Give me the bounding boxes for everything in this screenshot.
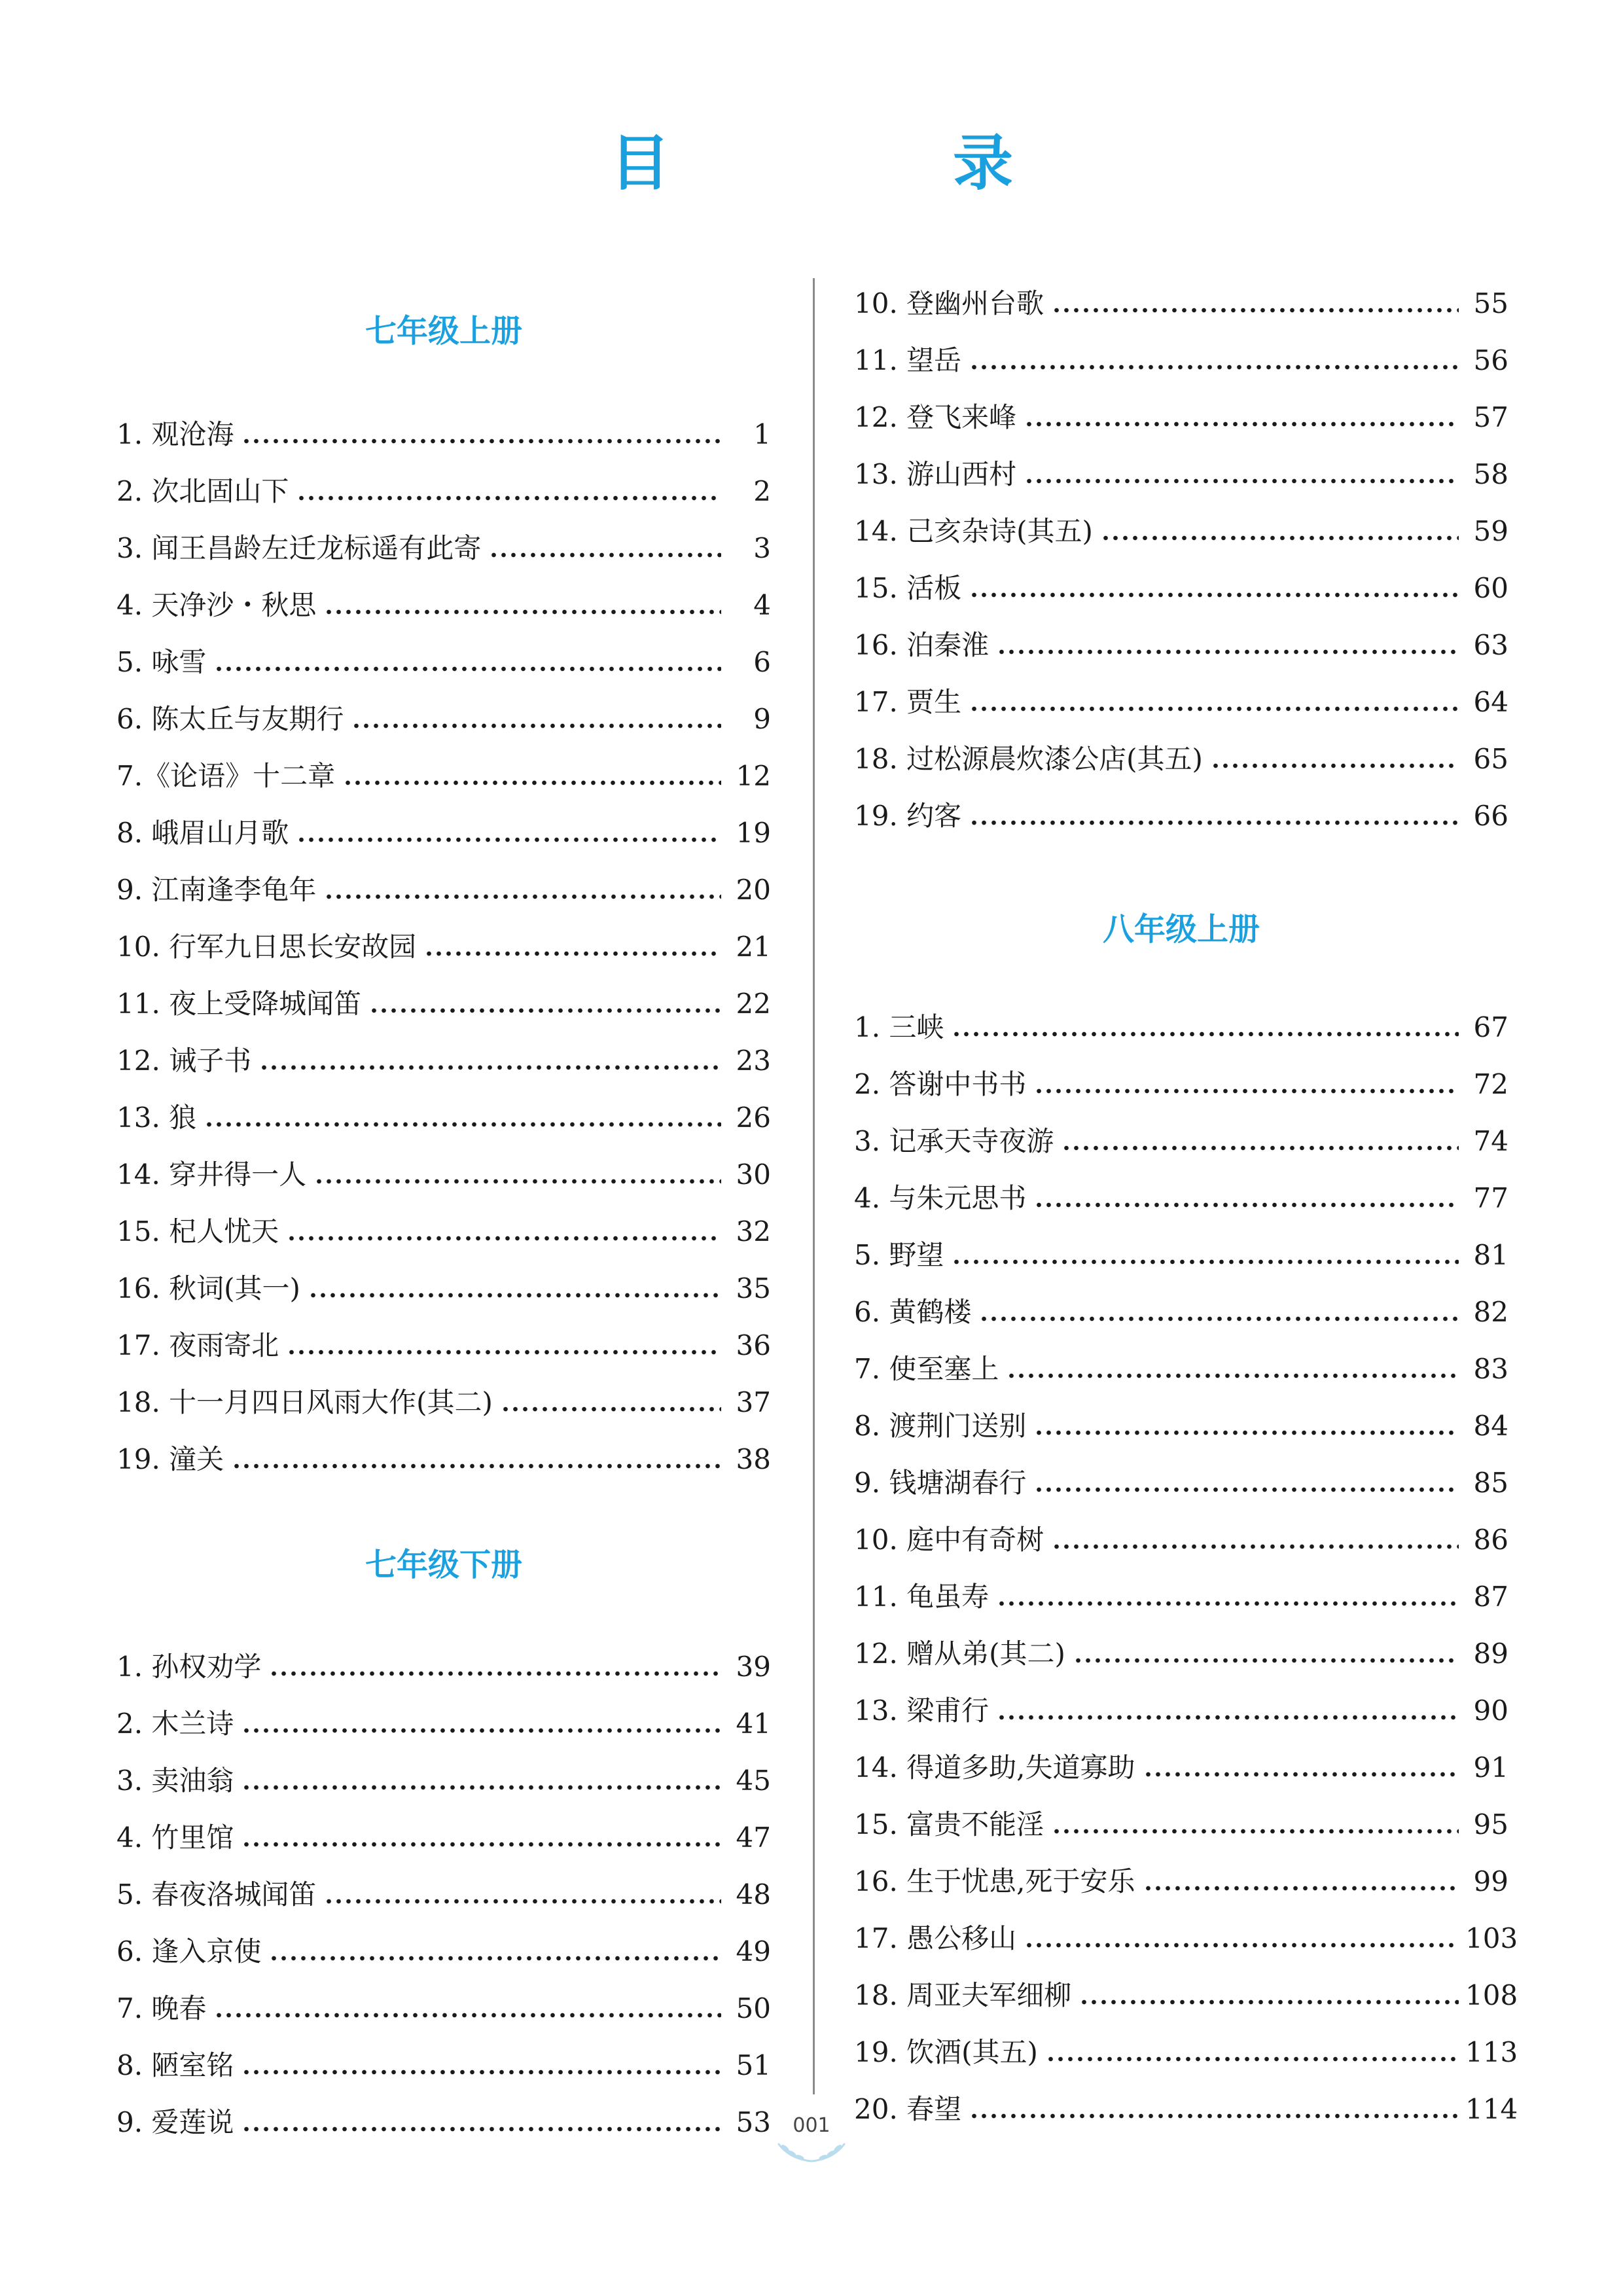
toc-entry-title: 13. 梁甫行	[854, 1695, 990, 1727]
dot-leader	[1034, 1088, 1459, 1094]
dot-leader	[308, 1293, 721, 1298]
dot-leader	[269, 1671, 721, 1676]
toc-entry-title: 18. 过松源晨炊漆公店(其五)	[854, 743, 1203, 775]
toc-entry[interactable]	[116, 1079, 771, 1136]
dot-leader	[1052, 1544, 1459, 1549]
toc-entry-title: 15. 富贵不能淫	[854, 1808, 1044, 1840]
toc-entry-page: 56	[1473, 344, 1508, 376]
toc-entry[interactable]	[854, 493, 1508, 550]
toc-entry-page: 38	[736, 1443, 771, 1475]
toc-column-right	[854, 265, 1518, 2128]
toc-entry-page: 22	[736, 988, 771, 1020]
page-number: 001	[793, 2114, 830, 2137]
toc-entry-title: 20. 春望	[854, 2093, 962, 2125]
toc-entry-title: 4. 天净沙・秋思	[116, 589, 317, 621]
dot-leader	[952, 1259, 1459, 1265]
toc-entry-title: 18. 十一月四日风雨大作(其二)	[116, 1386, 493, 1418]
dot-leader	[952, 1031, 1459, 1037]
dot-leader	[296, 837, 721, 842]
toc-entry-title: 14. 得道多助,失道寡助	[854, 1751, 1135, 1784]
dot-leader	[997, 1715, 1459, 1720]
toc-entry-title: 17. 贾生	[854, 686, 962, 718]
toc-entry-page: 89	[1473, 1638, 1508, 1670]
toc-entry-page: 86	[1473, 1524, 1508, 1556]
toc-entry-page: 63	[1473, 629, 1508, 661]
toc-entry-title: 10. 登幽州台歌	[854, 287, 1044, 319]
toc-entry-page: 23	[736, 1045, 771, 1077]
toc-entry-title: 1. 观沧海	[116, 418, 234, 450]
toc-entry-title: 3. 闻王昌龄左迁龙标遥有此寄	[116, 532, 482, 564]
dot-leader	[369, 1008, 721, 1013]
toc-entry[interactable]	[116, 1022, 771, 1079]
toc-entry-page: 50	[736, 1992, 771, 2024]
toc-entry-page: 103	[1465, 1922, 1518, 1954]
toc-entry-page: 3	[753, 532, 771, 564]
toc-entry-page: 19	[736, 817, 771, 849]
toc-entry[interactable]	[854, 989, 1508, 1046]
toc-entry-page: 81	[1473, 1239, 1508, 1271]
toc-entry-page: 6	[753, 646, 771, 678]
toc-entry-page: 48	[736, 1878, 771, 1910]
toc-entry[interactable]	[116, 1307, 771, 1364]
dot-leader	[241, 2126, 721, 2132]
toc-entry[interactable]	[854, 1046, 1508, 1103]
toc-entry-title: 4. 竹里馆	[116, 1821, 234, 1854]
toc-entry-page: 30	[736, 1158, 771, 1191]
toc-entry-page: 21	[736, 931, 771, 963]
dot-leader	[1024, 478, 1459, 484]
dot-leader	[1024, 422, 1459, 427]
toc-entry[interactable]	[116, 1685, 771, 1742]
toc-entry-page: 67	[1473, 1011, 1508, 1043]
dot-leader	[1034, 1202, 1459, 1208]
dot-leader	[343, 780, 721, 785]
toc-entry-title: 19. 约客	[854, 800, 962, 832]
dot-leader	[214, 666, 721, 672]
dot-leader	[351, 723, 721, 728]
toc-entry-title: 17. 愚公移山	[854, 1922, 1017, 1954]
toc-entry-title: 11. 夜上受降城闻笛	[116, 988, 362, 1020]
toc-entry-page: 57	[1473, 401, 1508, 433]
toc-entry-title: 2. 次北固山下	[116, 475, 289, 507]
toc-entry-title: 12. 登飞来峰	[854, 401, 1017, 433]
toc-entry[interactable]	[854, 1217, 1508, 1274]
dot-leader	[969, 2113, 1459, 2119]
toc-entry-title: 4. 与朱元思书	[854, 1182, 1027, 1214]
toc-entry-title: 11. 龟虽寿	[854, 1581, 990, 1613]
toc-entry-page: 74	[1473, 1125, 1508, 1157]
toc-entry[interactable]	[116, 1742, 771, 1799]
dot-leader	[969, 365, 1459, 370]
toc-entry[interactable]	[854, 265, 1508, 322]
toc-entry-page: 35	[736, 1272, 771, 1304]
dot-leader	[204, 1122, 721, 1127]
toc-entry-title: 8. 陋室铭	[116, 2049, 234, 2081]
toc-entry-title: 1. 三峡	[854, 1011, 944, 1043]
dot-leader	[1073, 1658, 1459, 1663]
toc-entry-title: 15. 活板	[854, 572, 962, 604]
dot-leader	[1007, 1373, 1459, 1378]
dot-leader	[501, 1407, 721, 1412]
toc-entry[interactable]	[854, 1160, 1508, 1217]
page-footer	[746, 2113, 877, 2172]
column-divider	[813, 278, 815, 2094]
toc-entry[interactable]	[116, 681, 771, 738]
toc-entry-title: 9. 江南逢李龟年	[116, 874, 317, 906]
toc-entry[interactable]	[116, 1250, 771, 1307]
dot-leader	[214, 2013, 721, 2018]
dot-leader	[1211, 763, 1459, 768]
dot-leader	[1046, 2056, 1459, 2062]
dot-leader	[424, 951, 721, 956]
toc-entry-title: 19. 饮酒(其五)	[854, 2036, 1038, 2068]
toc-entry[interactable]	[854, 1274, 1508, 1331]
toc-entry-title: 6. 黄鹤楼	[854, 1296, 972, 1328]
toc-entry-page: 113	[1465, 2036, 1518, 2068]
dot-leader	[969, 820, 1459, 825]
toc-entry[interactable]	[116, 2027, 771, 2084]
section-heading: 七年级上册	[365, 313, 522, 350]
toc-entry-title: 15. 杞人忧天	[116, 1215, 279, 1247]
toc-entry-title: 2. 答谢中书书	[854, 1068, 1027, 1100]
dot-leader	[241, 1785, 721, 1790]
toc-entry-title: 12. 诫子书	[116, 1045, 252, 1077]
dot-leader	[241, 1728, 721, 1733]
toc-entry[interactable]	[854, 607, 1508, 664]
toc-entry[interactable]	[854, 550, 1508, 607]
page-title: 目 录	[609, 128, 1145, 198]
dot-leader	[997, 649, 1459, 655]
toc-entry-page: 87	[1473, 1581, 1508, 1613]
dot-leader	[1034, 1487, 1459, 1492]
toc-entry[interactable]	[854, 1501, 1508, 1558]
toc-entry-title: 16. 秋词(其一)	[116, 1272, 300, 1304]
dot-leader	[969, 706, 1459, 711]
dot-leader	[1101, 535, 1459, 541]
toc-entry-title: 1. 孙权劝学	[116, 1651, 262, 1683]
toc-entry-title: 16. 生于忧患,死于安乐	[854, 1865, 1135, 1897]
toc-entry-page: 108	[1465, 1979, 1518, 2011]
toc-entry-page: 83	[1473, 1353, 1508, 1385]
toc-entry-title: 13. 游山西村	[854, 458, 1017, 490]
toc-entry-page: 55	[1473, 287, 1508, 319]
dot-leader	[997, 1601, 1459, 1606]
dot-leader	[1034, 1430, 1459, 1435]
toc-entry[interactable]	[116, 567, 771, 624]
toc-entry[interactable]	[854, 1843, 1508, 1900]
toc-entry-page: 77	[1473, 1182, 1508, 1214]
toc-entry-page: 20	[736, 874, 771, 906]
toc-entry-page: 39	[736, 1651, 771, 1683]
toc-entry-title: 14. 穿井得一人	[116, 1158, 307, 1191]
dot-leader	[1052, 308, 1459, 313]
toc-entry[interactable]	[116, 1136, 771, 1193]
toc-entry-title: 6. 逢入京使	[116, 1935, 262, 1967]
dot-leader	[979, 1316, 1459, 1321]
toc-entry[interactable]	[854, 2071, 1518, 2128]
toc-entry-page: 82	[1473, 1296, 1508, 1328]
toc-entry-page: 47	[736, 1821, 771, 1854]
dot-leader	[241, 2070, 721, 2075]
toc-entry[interactable]	[854, 1558, 1508, 1615]
toc-entry[interactable]	[116, 1799, 771, 1856]
toc-entry-page: 90	[1473, 1695, 1508, 1727]
toc-entry-title: 7.《论语》十二章	[116, 760, 336, 792]
toc-entry-page: 58	[1473, 458, 1508, 490]
toc-column-left	[116, 265, 771, 2141]
dot-leader	[241, 439, 721, 444]
toc-entry-title: 5. 野望	[854, 1239, 944, 1271]
dot-leader	[1061, 1145, 1459, 1151]
toc-entry-page: 66	[1473, 800, 1508, 832]
toc-entry[interactable]	[854, 1672, 1508, 1729]
toc-entry-page: 49	[736, 1935, 771, 1967]
toc-entry-page: 59	[1473, 515, 1508, 547]
toc-entry[interactable]	[116, 2084, 771, 2141]
toc-entry-title: 2. 木兰诗	[116, 1708, 234, 1740]
toc-entry-title: 3. 卖油翁	[116, 1765, 234, 1797]
toc-entry[interactable]	[116, 1193, 771, 1250]
toc-entry[interactable]	[854, 1957, 1518, 2014]
toc-entry-page: 26	[736, 1102, 771, 1134]
toc-entry-page: 45	[736, 1765, 771, 1797]
toc-entry[interactable]	[854, 664, 1508, 721]
toc-entry-title: 16. 泊秦淮	[854, 629, 990, 661]
dot-leader	[969, 592, 1459, 598]
dot-leader	[314, 1179, 721, 1184]
toc-entry-page: 84	[1473, 1410, 1508, 1442]
toc-entry[interactable]	[854, 436, 1508, 493]
section-heading: 七年级下册	[365, 1547, 522, 1583]
toc-entry-title: 19. 潼关	[116, 1443, 224, 1475]
toc-entry-page: 1	[753, 418, 771, 450]
toc-entry-title: 10. 庭中有奇树	[854, 1524, 1044, 1556]
toc-entry-page: 41	[736, 1708, 771, 1740]
toc-entry-title: 7. 使至塞上	[854, 1353, 999, 1385]
toc-entry[interactable]	[854, 2014, 1518, 2071]
toc-entry-page: 2	[753, 475, 771, 507]
dot-leader	[324, 894, 721, 899]
section-heading: 八年级上册	[1102, 911, 1260, 948]
toc-entry[interactable]	[116, 510, 771, 567]
toc-entry[interactable]	[116, 1421, 771, 1478]
toc-entry-page: 51	[736, 2049, 771, 2081]
toc-entry[interactable]	[854, 379, 1508, 436]
toc-entry-title: 8. 峨眉山月歌	[116, 817, 289, 849]
toc-entry[interactable]	[116, 1970, 771, 2027]
toc-entry-page: 37	[736, 1386, 771, 1418]
dot-leader	[1052, 1829, 1459, 1834]
toc-entry-title: 8. 渡荆门送别	[854, 1410, 1027, 1442]
toc-entry-title: 5. 咏雪	[116, 646, 207, 678]
toc-entry[interactable]	[854, 1388, 1508, 1444]
dot-leader	[489, 552, 721, 558]
toc-entry[interactable]	[854, 1900, 1518, 1957]
toc-entry[interactable]	[116, 852, 771, 908]
toc-entry[interactable]	[854, 721, 1508, 778]
dot-leader	[241, 1842, 721, 1847]
toc-entry-page: 95	[1473, 1808, 1508, 1840]
toc-entry-page: 4	[753, 589, 771, 621]
toc-entry-page: 64	[1473, 686, 1508, 718]
dot-leader	[1143, 1772, 1459, 1777]
toc-entry[interactable]	[116, 795, 771, 852]
toc-entry-title: 14. 己亥杂诗(其五)	[854, 515, 1093, 547]
toc-entry[interactable]	[116, 1913, 771, 1970]
toc-entry-title: 9. 爱莲说	[116, 2106, 234, 2138]
toc-entry-title: 7. 晚春	[116, 1992, 207, 2024]
toc-entry[interactable]	[116, 453, 771, 510]
toc-entry[interactable]	[116, 1364, 771, 1421]
dot-leader	[269, 1956, 721, 1961]
toc-entry-title: 5. 春夜洛城闻笛	[116, 1878, 317, 1910]
toc-entry-page: 72	[1473, 1068, 1508, 1100]
toc-entry[interactable]	[854, 1444, 1508, 1501]
toc-entry[interactable]	[854, 1786, 1508, 1843]
dot-leader	[296, 495, 721, 501]
toc-entry[interactable]	[116, 908, 771, 965]
toc-entry-page: 91	[1473, 1751, 1508, 1784]
toc-entry-title: 17. 夜雨寄北	[116, 1329, 279, 1361]
toc-entry-title: 12. 赠从弟(其二)	[854, 1638, 1065, 1670]
toc-entry-title: 3. 记承天寺夜游	[854, 1125, 1054, 1157]
toc-entry-title: 6. 陈太丘与友期行	[116, 703, 344, 735]
toc-entry-page: 9	[753, 703, 771, 735]
toc-entry[interactable]	[854, 1331, 1508, 1388]
toc-entry-page: 12	[736, 760, 771, 792]
toc-entry-title: 9. 钱塘湖春行	[854, 1467, 1027, 1499]
toc-entry[interactable]	[854, 322, 1508, 379]
dot-leader	[287, 1350, 721, 1355]
toc-entry-page: 60	[1473, 572, 1508, 604]
dot-leader	[232, 1463, 721, 1469]
dot-leader	[259, 1065, 721, 1070]
toc-entry[interactable]	[854, 1103, 1508, 1160]
toc-entry-page: 85	[1473, 1467, 1508, 1499]
toc-entry[interactable]	[116, 624, 771, 681]
toc-entry[interactable]	[116, 396, 771, 453]
toc-entry-title: 11. 望岳	[854, 344, 962, 376]
toc-entry[interactable]	[854, 778, 1508, 834]
toc-entry-page: 36	[736, 1329, 771, 1361]
toc-entry-page: 65	[1473, 743, 1508, 775]
toc-entry-title: 10. 行军九日思长安故园	[116, 931, 417, 963]
toc-entry[interactable]	[116, 965, 771, 1022]
toc-entry[interactable]	[116, 1856, 771, 1913]
toc-entry[interactable]	[854, 1615, 1508, 1672]
toc-entry[interactable]	[854, 1729, 1508, 1786]
dot-leader	[1079, 2000, 1459, 2005]
toc-entry-page: 32	[736, 1215, 771, 1247]
dot-leader	[1024, 1943, 1459, 1948]
dot-leader	[324, 1899, 721, 1904]
dot-leader	[1143, 1886, 1459, 1891]
toc-entry-page: 114	[1465, 2093, 1518, 2125]
dot-leader	[287, 1236, 721, 1241]
toc-entry-page: 53	[736, 2106, 771, 2138]
toc-entry-title: 18. 周亚夫军细柳	[854, 1979, 1072, 2011]
toc-entry[interactable]	[116, 1628, 771, 1685]
toc-entry-title: 13. 狼	[116, 1102, 197, 1134]
laurel-icon	[772, 2139, 851, 2165]
dot-leader	[324, 609, 721, 615]
toc-entry[interactable]	[116, 738, 771, 795]
toc-entry-page: 99	[1473, 1865, 1508, 1897]
